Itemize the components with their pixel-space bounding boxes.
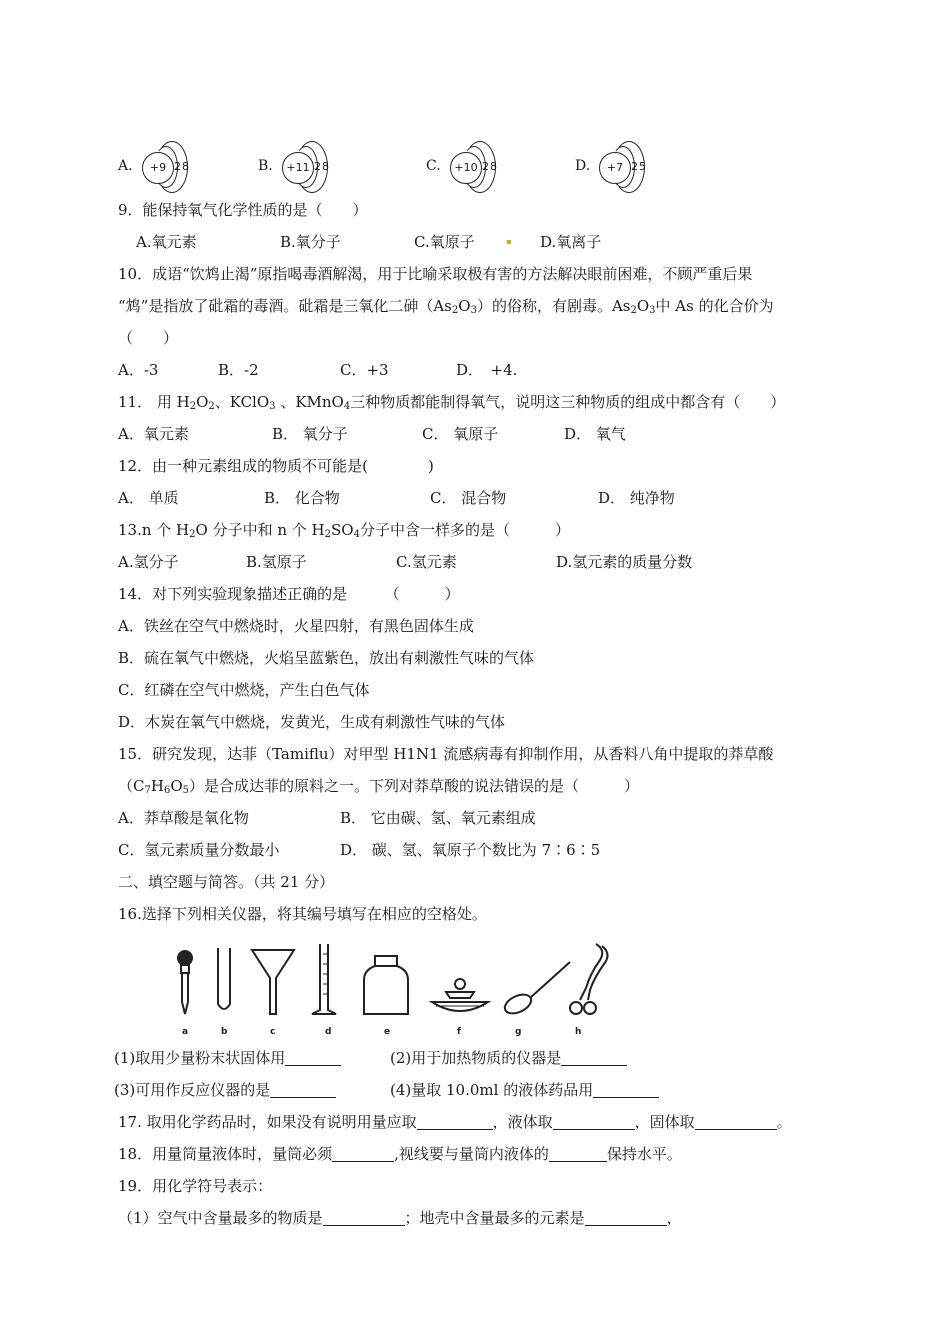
- question-16-part-2: (2)用于加热物质的仪器是: [390, 1048, 627, 1068]
- electron-count: 2: [482, 160, 489, 173]
- question-15-line-2: $(C_7H_6O_5)$是合成达菲的原料之一。下列对莽草酸的说法错误的是（ ）: [118, 777, 640, 796]
- option-d[interactable]: D． 纯净物: [598, 489, 675, 507]
- option-a[interactable]: A.氢分子: [118, 553, 179, 571]
- option-c[interactable]: C．+3: [340, 361, 389, 379]
- instrument-label-h: h: [575, 1027, 582, 1037]
- answer-blank[interactable]: [332, 1145, 394, 1162]
- electron-count: 2: [631, 160, 638, 173]
- nucleus-circle: +9: [142, 152, 174, 184]
- option-b[interactable]: B.氢原子: [246, 553, 307, 571]
- option-c[interactable]: C．红磷在空气中燃烧，产生白色气体: [118, 681, 370, 699]
- answer-blank[interactable]: [553, 1113, 635, 1130]
- instrument-label-b: b: [221, 1027, 228, 1037]
- spoon-icon: [502, 962, 570, 1017]
- option-a[interactable]: A．氧元素: [118, 425, 189, 443]
- atom-label: C.: [426, 158, 441, 174]
- option-a[interactable]: A．铁丝在空气中燃烧时，火星四射，有黑色固体生成: [118, 617, 474, 635]
- section-heading: 二、填空题与简答。（共 21 分）: [118, 873, 335, 891]
- option-b[interactable]: B.氧分子: [280, 233, 341, 251]
- question-18: 18．用量筒量液体时，量筒必须 ,视线要与量筒内液体的 保持水平。: [118, 1145, 682, 1163]
- evaporating-dish-icon: [432, 979, 488, 1011]
- electron-count: 5: [639, 160, 646, 173]
- option-d[interactable]: D.氢元素的质量分数: [556, 553, 693, 571]
- question-16-part-1: (1)取用少量粉末状固体用: [114, 1048, 341, 1068]
- question-10-line-1: 10．成语“饮鸩止渴”原指喝毒酒解渴，用于比喻采取极有害的方法解决眼前困难，不顾严重后果: [118, 265, 753, 283]
- answer-blank[interactable]: [270, 1081, 336, 1098]
- electron-count: 8: [322, 160, 329, 173]
- question-10-line-3: （ ）: [118, 329, 179, 347]
- instrument-label-f: f: [457, 1027, 461, 1037]
- funnel-icon: [252, 950, 294, 1014]
- option-d[interactable]: D． +4.: [456, 361, 518, 379]
- option-c[interactable]: C.氢元素: [396, 553, 457, 571]
- option-c[interactable]: C.氧原子: [414, 233, 475, 251]
- question-13-stem: 13.n 个 $H_2O$ 分子中和 n 个 $H_2SO_4$分子中含一样多的是（ ）: [118, 521, 570, 540]
- option-b[interactable]: B．硫在氧气中燃烧，火焰呈蓝紫色，放出有刺激性气味的气体: [118, 649, 535, 667]
- electron-count: 2: [174, 160, 181, 173]
- stray-dot: [507, 240, 511, 244]
- option-c[interactable]: C．氢元素质量分数最小: [118, 841, 280, 859]
- question-9-stem: 9．能保持氧气化学性质的是（ ）: [118, 201, 368, 219]
- dropper-icon: [178, 951, 192, 1014]
- option-c[interactable]: C． 氧原子: [422, 425, 499, 443]
- nucleus-circle: +7: [599, 152, 631, 184]
- atom-label: B.: [258, 158, 273, 174]
- answer-blank[interactable]: [285, 1049, 341, 1066]
- question-16-part-4: (4)量取 10.0ml 的液体药品用: [390, 1080, 659, 1100]
- option-b[interactable]: B． 氧分子: [272, 425, 348, 443]
- answer-blank[interactable]: [593, 1081, 659, 1098]
- lab-instruments-figure: [160, 940, 620, 1040]
- test-tube-icon: [218, 948, 230, 1009]
- answer-blank[interactable]: [549, 1145, 607, 1162]
- atom-label: D.: [575, 158, 591, 174]
- option-a[interactable]: A.氧元素: [136, 233, 197, 251]
- option-b[interactable]: B．-2: [218, 361, 259, 379]
- option-b[interactable]: B． 它由碳、氢、氧元素组成: [340, 809, 536, 827]
- question-19-stem: 19．用化学符号表示：: [118, 1177, 273, 1195]
- crucible-tongs-icon: [570, 944, 608, 1014]
- wide-mouth-bottle-icon: [364, 956, 408, 1014]
- option-a[interactable]: A． 单质: [118, 489, 179, 507]
- option-a[interactable]: A．莽草酸是氧化物: [118, 809, 249, 827]
- question-15-line-1: 15．研究发现，达菲（Tamiflu）对甲型 H1N1 流感病毒有抑制作用，从香料八角中提取的莽草酸: [118, 745, 774, 763]
- instrument-label-a: a: [182, 1027, 189, 1037]
- question-12-stem: 12．由一种元素组成的物质不可能是( ): [118, 457, 434, 475]
- option-b[interactable]: B． 化合物: [264, 489, 340, 507]
- question-17: 17. 取用化学药品时，如果没有说明用量应取 ，液体取 ，固体取 。: [118, 1113, 792, 1131]
- nucleus-circle: +10: [450, 152, 482, 184]
- answer-blank[interactable]: [561, 1049, 627, 1066]
- question-14-stem: 14．对下列实验现象描述正确的是 （ ）: [118, 585, 460, 603]
- electron-count: 2: [314, 160, 321, 173]
- option-d[interactable]: D． 碳、氢、氧原子个数比为 7∶6∶5: [340, 841, 601, 859]
- answer-blank[interactable]: [417, 1113, 493, 1130]
- option-a[interactable]: A．-3: [118, 361, 159, 379]
- question-19-part-1: （1）空气中含量最多的物质是 ；地壳中含量最多的元素是 ，: [118, 1209, 682, 1227]
- electron-count: 8: [490, 160, 497, 173]
- question-16-stem: 16.选择下列相关仪器，将其编号填写在相应的空格处。: [118, 905, 487, 923]
- instrument-label-d: d: [325, 1027, 332, 1037]
- answer-blank[interactable]: [323, 1209, 405, 1226]
- nucleus-circle: +11: [282, 152, 314, 184]
- instrument-label-c: c: [270, 1027, 276, 1037]
- instrument-label-g: g: [515, 1027, 522, 1037]
- instrument-label-e: e: [384, 1027, 391, 1037]
- question-10-line-2: “鸩”是指放了砒霜的毒酒。砒霜是三氧化二砷$(As_2O_3)$的俗称，有剧毒。$As_2O_3$中 As 的化合价为: [118, 297, 774, 316]
- option-d[interactable]: D.氧离子: [540, 233, 602, 251]
- option-d[interactable]: D． 氧气: [564, 425, 626, 443]
- question-16-part-3: (3)可用作反应仪器的是: [114, 1080, 336, 1100]
- question-11-stem: 11． 用 $H_2O_2$、KClO$_3$ 、KMnO$_4$三种物质都能制得氧气，说明这三种物质的组成中都含有（ ）: [118, 393, 786, 412]
- answer-blank[interactable]: [585, 1209, 667, 1226]
- electron-count: 8: [182, 160, 189, 173]
- option-c[interactable]: C． 混合物: [430, 489, 507, 507]
- atom-label: A.: [118, 158, 133, 174]
- option-d[interactable]: D．木炭在氧气中燃烧，发黄光，生成有刺激性气味的气体: [118, 713, 506, 731]
- graduated-cylinder-icon: [312, 944, 336, 1014]
- answer-blank[interactable]: [695, 1113, 777, 1130]
